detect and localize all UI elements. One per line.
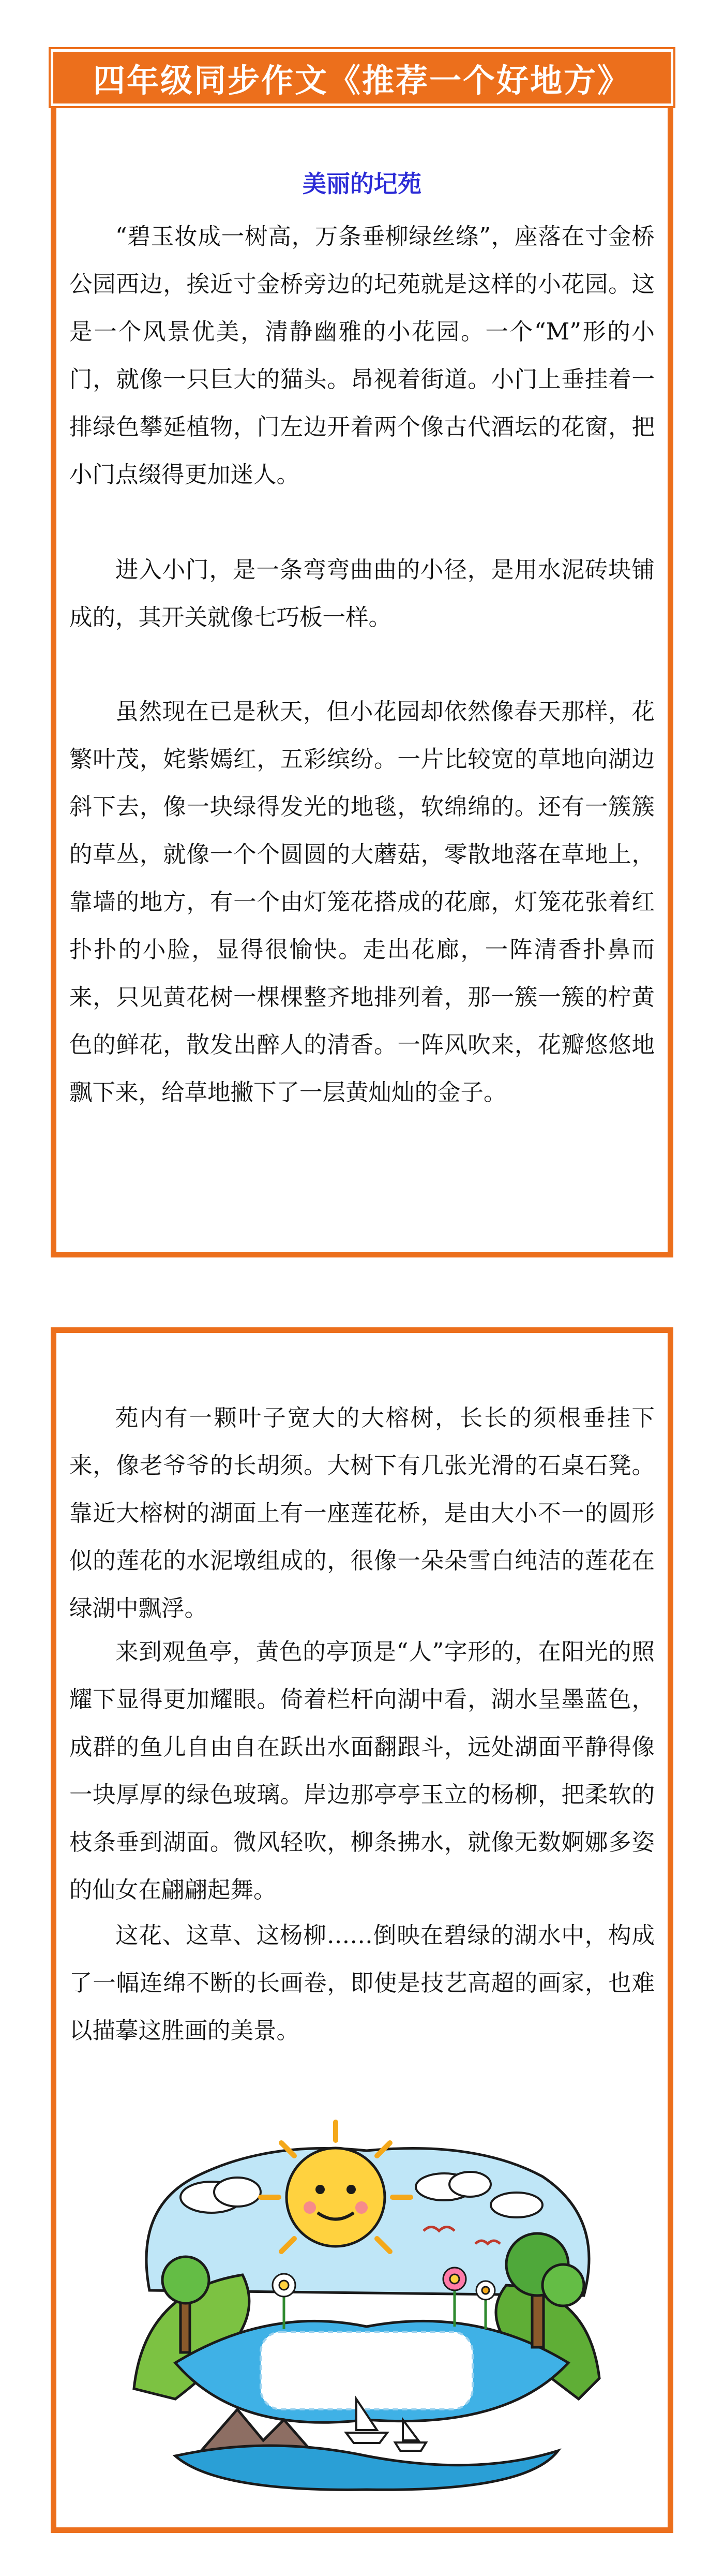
paragraph-6: 这花、这草、这杨柳……倒映在碧绿的湖水中，构成了一幅连绵不断的长画卷，即使是技艺高超的画家，也难以描摹这胜画的美景。 [69,1922,655,2044]
page-title: 四年级同步作文《推荐一个好地方》 [93,61,631,99]
paragraph-3: 虽然现在已是秋天，但小花园却依然像春天那样，花繁叶茂，姹紫嫣红，五彩缤纷。一片比较宽的草地向湖边斜下去，像一块绿得发光的地毯，软绵绵的。还有一簇簇的草丛，就像一个个圆圆的大蘑菇，零散地落在草地上，靠墙的地方，有一个由灯笼花搭成的花廊，灯笼花张着红扑扑的小脸，显得很愉快。走出花廊，一阵清香扑鼻而来，只见黄花树一棵棵整齐地排列着，那一簇一簇的柠黄色的鲜花，散发出醉人的清香。一阵风吹来，花瓣悠悠地飘下来，给草地撇下了一层黄灿灿的金子。 [69,699,655,1106]
sailboat-icon-2 [395,2420,426,2451]
paragraph-5: 来到观鱼亭，黄色的亭顶是“人”字形的，在阳光的照耀下显得更加耀眼。倚着栏杆向湖中看，湖水呈墨蓝色，成群的鱼儿自由自在跃出水面翻跟斗，远处湖面平静得像一块厚厚的绿色玻璃。岸边那亭亭玉立的杨柳，把柔软的枝条垂到湖面。微风轻吹，柳条拂水，就像无数婀娜多姿的仙女在翩翩起舞。 [69,1639,655,1903]
essay-card-bottom [51,1327,673,2533]
paragraph-1: “碧玉妆成一树高，万条垂柳绿丝绦”，座落在寸金桥公园西边，挨近寸金桥旁边的圮苑就是这样的小花园。这是一个风景优美，清静幽雅的小花园。一个“M”形的小门，就像一只巨大的猫头。昂视着街道。小门上垂挂着一排绿色攀延植物，门左边开着两个像古代酒坛的花窗，把小门点缀得更加迷人。 [69,224,655,488]
foreground-water [175,2446,558,2490]
header-banner [51,49,673,106]
essay-title: 美丽的圮苑 [303,170,421,198]
blank-panel [261,2332,473,2409]
essay-card-top [51,106,673,1257]
paragraph-2: 进入小门，是一条弯弯曲曲的小径，是用水泥砖块铺成的，其开关就像七巧板一样。 [69,557,655,631]
landscape-illustration [113,2120,620,2492]
paragraph-4: 苑内有一颗叶子宽大的大榕树，长长的须根垂挂下来，像老爷爷的长胡须。大树下有几张光滑的石桌石凳。靠近大榕树的湖面上有一座莲花桥，是由大小不一的圆形似的莲花的水泥墩组成的，很像一朵朵雪白纯洁的莲花在绿湖中飘浮。 [69,1405,655,1622]
